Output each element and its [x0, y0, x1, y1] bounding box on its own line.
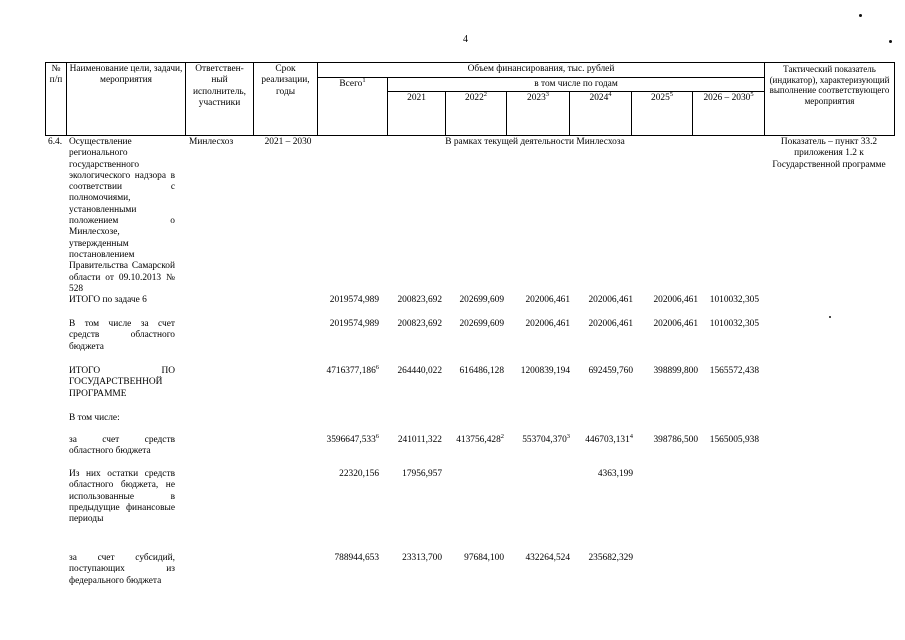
row-number: 6.4.: [48, 137, 63, 147]
cell-2021: 200823,692: [397, 319, 442, 329]
funding-note: В рамках текущей деятельности Минлесхоза: [445, 137, 625, 147]
cell-2026-2030: 1565005,938: [709, 435, 759, 445]
cell-2023: 202006,461: [525, 295, 570, 305]
cell-total: 22320,156: [339, 469, 379, 479]
cell-2024: 4363,199: [597, 469, 633, 479]
cell-2024: 446703,131$^4$: [585, 432, 633, 445]
row-label: за счет средств областного бюджета: [69, 435, 175, 457]
header-period: Срок реализации, годы: [254, 63, 318, 136]
cell-2021: 241011,322: [397, 435, 442, 445]
scan-speck: [859, 14, 862, 17]
cell-2023: 553704,370$^3$: [522, 432, 570, 445]
header-year: 2026 – 2030$^5$: [693, 92, 765, 136]
header-year: 2023$^3$: [507, 92, 570, 136]
cell-2023: 432264,524: [525, 553, 570, 563]
header-num: № п/п: [46, 63, 67, 136]
cell-total: 2019574,989: [329, 319, 379, 329]
cell-2024: 692459,760: [588, 366, 633, 376]
cell-2023: 1200839,194: [520, 366, 570, 376]
cell-2021: 264440,022: [397, 366, 442, 376]
row-label: ИТОГО по задаче 6: [69, 295, 147, 305]
measure-name: Осуществление регионального государственного экологического надзора в соответствии с полномочиями, установленными положением о Минлесхозе, утвержденным постановлением Правительства Самарской области от 09.10.2013 № 528: [69, 137, 175, 294]
header-total: Всего$^1$: [318, 78, 388, 136]
cell-2024: 202006,461: [588, 319, 633, 329]
header-responsible: Ответствен-ный исполнитель, участники: [186, 63, 254, 136]
page-number: 4: [463, 34, 468, 45]
header-year: 2021: [388, 92, 446, 136]
cell-2021: 23313,700: [402, 553, 442, 563]
cell-total: 3596647,533$^6$: [326, 432, 379, 445]
header-by-years: в том числе по годам: [388, 78, 765, 92]
cell-2025: 202006,461: [653, 295, 698, 305]
row-label: В том числе за счет средств областного бюджета: [69, 319, 175, 352]
cell-2026-2030: 1565572,438: [709, 366, 759, 376]
cell-2025: 398899,800: [653, 366, 698, 376]
cell-2022: 202699,609: [459, 295, 504, 305]
scan-speck: [889, 40, 892, 43]
header-year: 2024$^4$: [570, 92, 632, 136]
cell-2025: 202006,461: [653, 319, 698, 329]
scan-speck: [829, 316, 831, 318]
table-header: [45, 62, 895, 136]
indicator: Показатель – пункт 33.2 приложения 1.2 к Государственной программе: [772, 137, 886, 170]
header-name: Наименование цели, задачи, мероприятия: [67, 63, 186, 136]
header-year: 2025$^5$: [632, 92, 693, 136]
cell-2026-2030: 1010032,305: [709, 319, 759, 329]
row-label: за счет субсидий, поступающих из федерального бюджета: [69, 553, 175, 586]
row-label: ИТОГО ПО ГОСУДАРСТВЕННОЙ ПРОГРАММЕ: [69, 366, 175, 399]
cell-2026-2030: 1010032,305: [709, 295, 759, 305]
cell-2022: 97684,100: [464, 553, 504, 563]
cell-2021: 200823,692: [397, 295, 442, 305]
cell-2021: 17956,957: [402, 469, 442, 479]
header-year: 2022$^2$: [446, 92, 507, 136]
cell-total: 788944,653: [334, 553, 379, 563]
cell-2022: 616486,128: [459, 366, 504, 376]
cell-2025: 398786,500: [653, 435, 698, 445]
cell-2023: 202006,461: [525, 319, 570, 329]
header-funding: Объем финансирования, тыс. рублей: [318, 63, 765, 78]
cell-total: 4716377,186$^6$: [326, 363, 379, 376]
period: 2021 – 2030: [264, 137, 312, 147]
row-label: Из них остатки средств областного бюджета, не использованные в предыдущие финансовые периоды: [69, 469, 175, 525]
cell-2022: 202699,609: [459, 319, 504, 329]
responsible: Минлесхоз: [189, 137, 234, 147]
cell-2024: 235682,329: [588, 553, 633, 563]
cell-total: 2019574,989: [329, 295, 379, 305]
cell-2024: 202006,461: [588, 295, 633, 305]
header-indicator: Тактический показатель (индикатор), характеризующий выполнение соответствующего мероприятия: [765, 63, 895, 136]
cell-2022: 413756,428$^2$: [456, 432, 504, 445]
row-label: В том числе:: [69, 413, 120, 423]
